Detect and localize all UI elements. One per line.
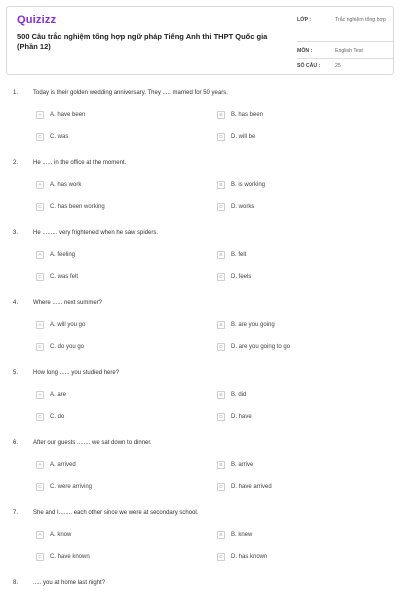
count-value: 25 [335,63,341,69]
meta-divider [297,58,393,59]
count-label: SỐ CÂU : [297,63,321,69]
option-text: B. knew [231,531,253,538]
option-text: C. has been working [50,203,105,210]
question-item [0,510,400,580]
option-letter-box[interactable]: B [217,181,225,189]
option-text: B. did [231,391,247,398]
option-text: C. do [50,413,65,420]
option-text: B. has been [231,111,264,118]
question-text: After our guests ........ we sat down to dinner. [33,440,152,446]
question-number: 2. [13,160,19,166]
question-number: 1. [13,90,19,96]
question-text: Where ...... next summer? [33,300,103,306]
question-number: 3. [13,230,19,236]
question-item [0,160,400,230]
question-item [0,580,400,600]
option-letter-box[interactable]: A [36,461,44,469]
subject-value: English Test [335,48,363,54]
question-text: She and I........ each other since we were at secondary school. [33,510,199,516]
option-text: A. arrived [50,461,76,468]
question-item [0,370,400,440]
option-text: D. has known [231,553,268,560]
question-item [0,90,400,160]
option-letter-box[interactable]: C [36,203,44,211]
option-text: C. was [50,133,69,140]
option-letter-box[interactable]: B [217,111,225,119]
option-text: A. feeling [50,251,76,258]
option-letter-box[interactable]: A [36,321,44,329]
option-text: A. are [50,391,67,398]
option-letter-box[interactable]: A [36,111,44,119]
option-letter-box[interactable]: A [36,391,44,399]
option-text: D. feels [231,273,252,280]
quizizz-logo: Quizizz [17,14,57,26]
option-text: B. felt [231,251,247,258]
question-text: He ......... very frightened when he saw spiders. [33,230,159,236]
option-text: B. arrive [231,461,254,468]
worksheet-header [6,6,394,75]
question-number: 6. [13,440,19,446]
question-text: ..... you at home last night? [33,580,106,586]
option-letter-box[interactable]: B [217,391,225,399]
option-text: A. know [50,531,72,538]
option-text: A. will you go [50,321,86,328]
question-number: 7. [13,510,19,516]
option-letter-box[interactable]: D [217,553,225,561]
option-text: C. were arriving [50,483,93,490]
option-letter-box[interactable]: C [36,273,44,281]
option-letter-box[interactable]: B [217,321,225,329]
question-text: He ...... in the office at the moment. [33,160,127,166]
option-text: C. have known [50,553,90,560]
option-text: C. do you go [50,343,85,350]
question-number: 5. [13,370,19,376]
question-item [0,230,400,300]
option-text: A. have been [50,111,86,118]
question-item [0,440,400,510]
option-text: D. are you going to go [231,343,291,350]
meta-divider [297,41,393,42]
question-text: How long ...... you studied here? [33,370,120,376]
option-text: D. have [231,413,252,420]
option-letter-box[interactable]: C [36,133,44,141]
class-value: Trắc nghiệm tổng hợp [335,17,386,23]
subject-label: MÔN : [297,48,313,54]
option-text: D. have arrived [231,483,272,490]
option-text: B. are you going [231,321,275,328]
option-text: D. works [231,203,255,210]
option-letter-box[interactable]: B [217,531,225,539]
option-letter-box[interactable]: A [36,251,44,259]
option-letter-box[interactable]: A [36,531,44,539]
question-number: 8. [13,580,19,586]
option-letter-box[interactable]: C [36,413,44,421]
option-text: C. was felt [50,273,79,280]
option-text: B. is working [231,181,266,188]
question-number: 4. [13,300,19,306]
option-letter-box[interactable]: C [36,483,44,491]
option-letter-box[interactable]: D [217,483,225,491]
option-letter-box[interactable]: D [217,273,225,281]
option-letter-box[interactable]: A [36,181,44,189]
option-letter-box[interactable]: D [217,343,225,351]
class-label: LỚP : [297,17,312,23]
option-letter-box[interactable]: D [217,413,225,421]
question-item [0,300,400,370]
option-letter-box[interactable]: C [36,343,44,351]
option-letter-box[interactable]: D [217,133,225,141]
option-letter-box[interactable]: C [36,553,44,561]
option-letter-box[interactable]: D [217,203,225,211]
option-text: A. has work [50,181,82,188]
question-text: Today is their golden wedding anniversary. They ..... married for 50 years. [33,90,228,96]
option-letter-box[interactable]: B [217,461,225,469]
worksheet-title: 500 Câu trắc nghiệm tổng hợp ngữ pháp Tiếng Anh thi THPT Quốc gia (Phần 12) [17,32,268,51]
meta-panel [297,7,395,76]
option-letter-box[interactable]: B [217,251,225,259]
option-text: D. will be [231,133,256,140]
